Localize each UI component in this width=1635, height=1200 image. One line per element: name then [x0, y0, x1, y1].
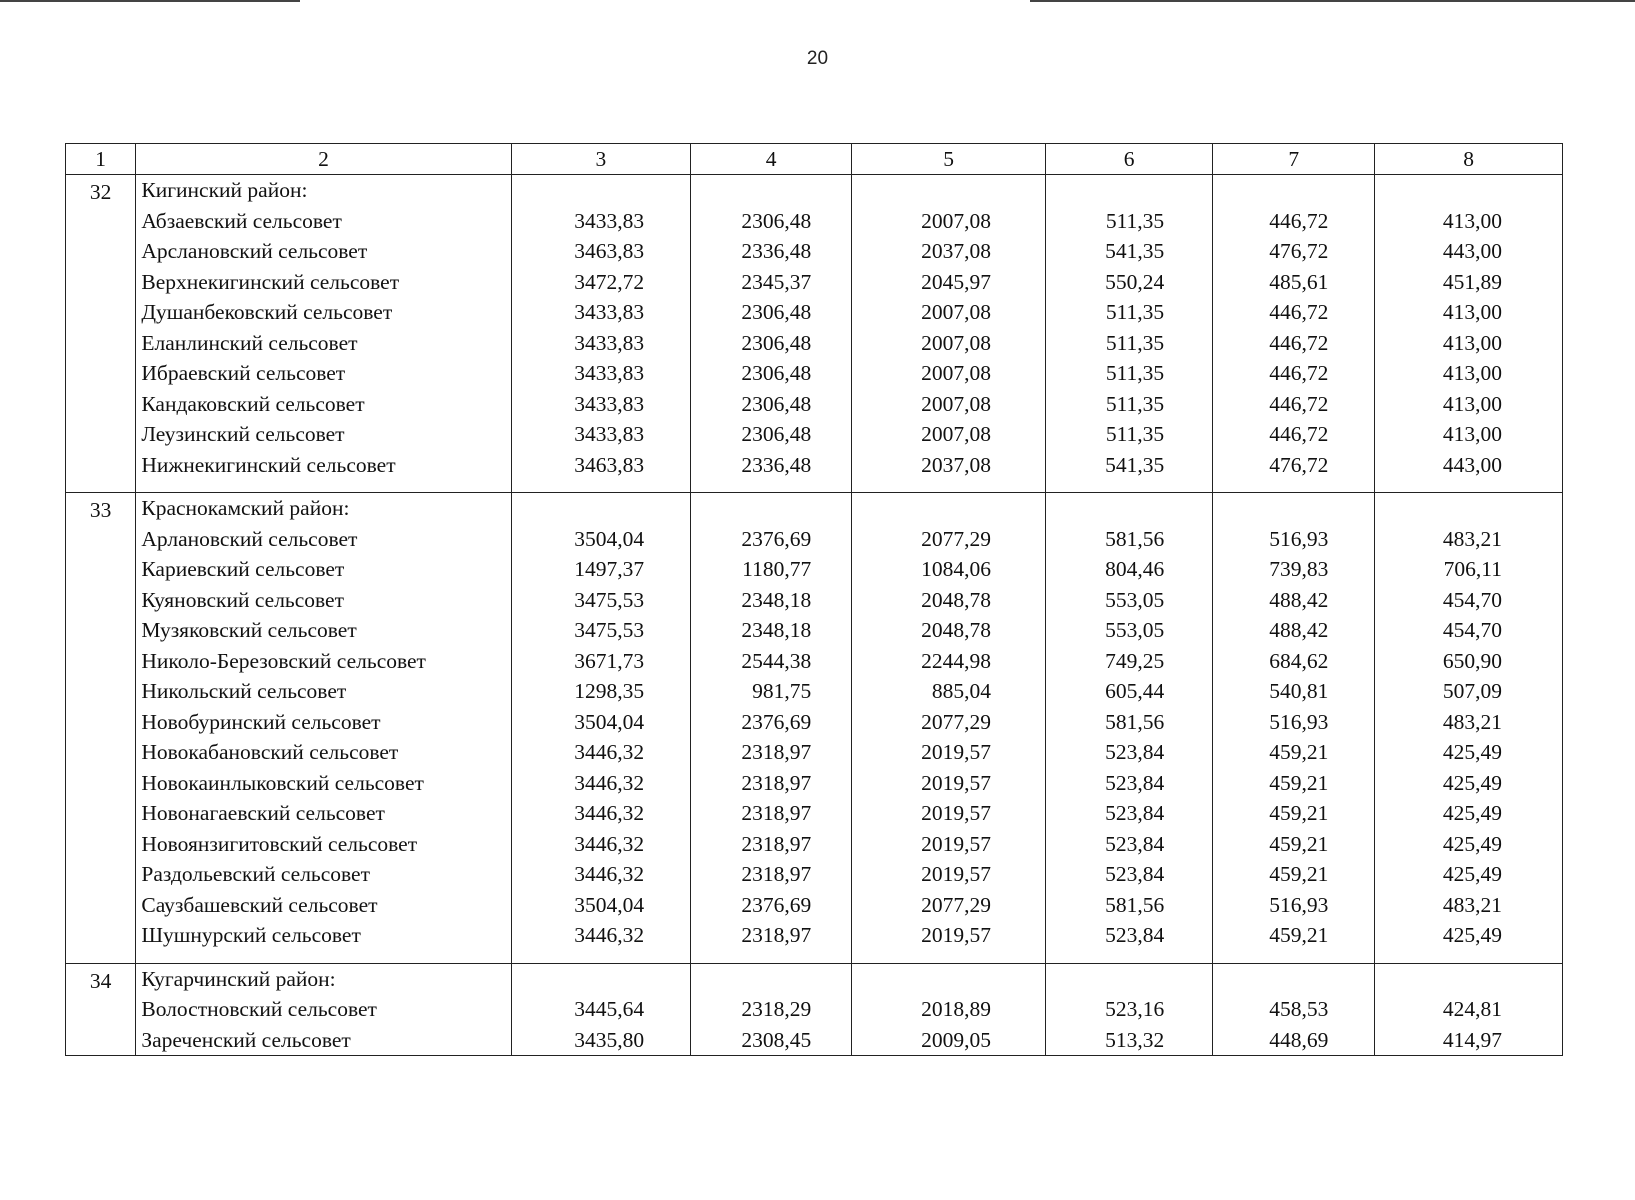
- blank-line: [1046, 964, 1164, 995]
- value-cell: 2336,48: [741, 452, 812, 477]
- value-cell: 2376,69: [741, 709, 812, 734]
- value-cell: 3446,32: [574, 831, 645, 856]
- value-cell: 459,21: [1269, 801, 1329, 825]
- value-cell: 2306,48: [741, 208, 812, 233]
- value-cell: 605,44: [1105, 679, 1165, 703]
- value-cell: 425,49: [1442, 801, 1502, 825]
- settlement-name: Арслановский сельсовет: [141, 239, 368, 263]
- value-cell: 2318,97: [741, 740, 812, 764]
- value-cell: 3475,53: [574, 618, 645, 642]
- district-number: 33: [66, 493, 136, 964]
- value-cell: 541,35: [1105, 239, 1165, 263]
- value-cell: 488,42: [1269, 618, 1329, 642]
- value-cell: 581,56: [1105, 892, 1165, 917]
- value-cell: 459,21: [1269, 831, 1329, 856]
- settlement-name: Ибраевский сельсовет: [141, 361, 346, 385]
- group-spacer: [141, 480, 510, 492]
- value-cell: 2306,48: [741, 391, 812, 416]
- value-cell: 424,81: [1442, 997, 1502, 1021]
- value-column-5: [852, 493, 1046, 964]
- value-cell: 2318,97: [741, 801, 812, 825]
- value-cell: 446,72: [1269, 208, 1329, 233]
- value-column-7: [1213, 175, 1375, 493]
- value-cell: 3475,53: [574, 587, 645, 612]
- value-column-4: [691, 175, 852, 493]
- value-cell: 523,84: [1105, 740, 1165, 764]
- value-cell: 540,81: [1269, 679, 1329, 703]
- page-number: 20: [806, 48, 829, 69]
- value-cell: 483,21: [1442, 709, 1502, 734]
- value-cell: 2306,48: [741, 300, 812, 324]
- settlement-name: Арлановский сельсовет: [141, 526, 358, 551]
- value-cell: 3433,83: [574, 300, 645, 324]
- value-cell: 2009,05: [921, 1027, 991, 1052]
- settlement-name: Леузинский сельсовет: [141, 422, 345, 446]
- blank-line: [1213, 493, 1328, 524]
- value-cell: 425,49: [1442, 831, 1502, 856]
- value-column-6: [1045, 493, 1212, 964]
- value-cell: 3504,04: [574, 892, 645, 917]
- settlement-name: Нижнекигинский сельсовет: [141, 452, 396, 477]
- value-cell: 2045,97: [921, 269, 991, 294]
- value-cell: 448,69: [1269, 1027, 1329, 1052]
- value-cell: 425,49: [1442, 923, 1502, 947]
- value-cell: 443,00: [1442, 452, 1502, 477]
- value-cell: 413,00: [1442, 330, 1502, 355]
- district-number: 34: [66, 963, 136, 1056]
- value-cell: 454,70: [1442, 618, 1502, 642]
- value-column-5: [852, 963, 1046, 1056]
- settlement-name: Волостновский сельсовет: [141, 997, 377, 1021]
- value-cell: 2019,57: [921, 770, 991, 795]
- value-cell: 2019,57: [921, 740, 991, 764]
- settlement-names-cell: [136, 175, 511, 493]
- settlement-name: Музяковский сельсовет: [141, 618, 357, 642]
- settlement-name: Новобуринский сельсовет: [141, 709, 381, 734]
- blank-line: [1046, 175, 1164, 206]
- value-cell: 2376,69: [741, 526, 812, 551]
- value-cell: 3433,83: [574, 361, 645, 385]
- district-title: Кигинский район:: [141, 178, 308, 202]
- value-cell: 2019,57: [921, 801, 991, 825]
- district-group-row: [66, 175, 1563, 493]
- value-cell: 2077,29: [921, 892, 991, 917]
- value-cell: 581,56: [1105, 526, 1165, 551]
- value-cell: 446,72: [1269, 330, 1329, 355]
- settlement-name: Раздольевский сельсовет: [141, 862, 370, 886]
- value-column-3: [511, 963, 690, 1056]
- settlement-names-cell: [136, 963, 511, 1056]
- blank-line: [512, 175, 644, 206]
- value-cell: 413,00: [1442, 391, 1502, 416]
- value-cell: 3472,72: [574, 269, 645, 294]
- value-cell: 581,56: [1105, 709, 1165, 734]
- settlement-name: Новоянзигитовский сельсовет: [141, 831, 418, 856]
- value-column-7: [1213, 493, 1375, 964]
- blank-line: [1213, 964, 1328, 995]
- value-cell: 3504,04: [574, 709, 645, 734]
- value-cell: 511,35: [1105, 330, 1165, 355]
- value-cell: 2019,57: [921, 923, 991, 947]
- header-cell: 2: [136, 144, 511, 175]
- top-rule-right: [1030, 0, 1635, 2]
- value-cell: 2308,45: [741, 1027, 812, 1052]
- value-cell: 2007,08: [921, 361, 991, 385]
- settlement-names-cell: [136, 493, 511, 964]
- value-column-3: [511, 175, 690, 493]
- value-cell: 425,49: [1442, 770, 1502, 795]
- settlement-name: Новонагаевский сельсовет: [141, 801, 385, 825]
- value-cell: 3433,83: [574, 391, 645, 416]
- value-cell: 2048,78: [921, 587, 991, 612]
- value-cell: 454,70: [1442, 587, 1502, 612]
- value-cell: 523,84: [1105, 831, 1165, 856]
- value-cell: 511,35: [1105, 422, 1165, 446]
- header-cell: 7: [1213, 144, 1375, 175]
- header-cell: 4: [691, 144, 852, 175]
- value-cell: 3446,32: [574, 770, 645, 795]
- value-cell: 1497,37: [574, 557, 645, 581]
- value-cell: 513,32: [1105, 1027, 1165, 1052]
- value-cell: 446,72: [1269, 391, 1329, 416]
- value-cell: 3446,32: [574, 801, 645, 825]
- value-cell: 3463,83: [574, 452, 645, 477]
- value-cell: 3504,04: [574, 526, 645, 551]
- value-column-8: [1375, 175, 1563, 493]
- blank-line: [852, 175, 991, 206]
- value-column-6: [1045, 175, 1212, 493]
- value-cell: 523,84: [1105, 923, 1165, 947]
- value-cell: 2348,18: [741, 587, 812, 612]
- value-cell: 2306,48: [741, 422, 812, 446]
- value-cell: 483,21: [1442, 526, 1502, 551]
- value-cell: 459,21: [1269, 923, 1329, 947]
- value-cell: 511,35: [1105, 208, 1165, 233]
- value-cell: 507,09: [1442, 679, 1502, 703]
- settlement-name: Саузбашевский сельсовет: [141, 892, 378, 917]
- value-cell: 804,46: [1105, 557, 1165, 581]
- value-cell: 2019,57: [921, 862, 991, 886]
- value-cell: 511,35: [1105, 391, 1165, 416]
- value-cell: 3671,73: [574, 648, 645, 673]
- value-cell: 459,21: [1269, 862, 1329, 886]
- value-cell: 413,00: [1442, 208, 1502, 233]
- value-cell: 488,42: [1269, 587, 1329, 612]
- value-cell: 511,35: [1105, 361, 1165, 385]
- settlement-name: Абзаевский сельсовет: [141, 208, 342, 233]
- value-cell: 459,21: [1269, 740, 1329, 764]
- settlement-name: Кандаковский сельсовет: [141, 391, 365, 416]
- blank-line: [852, 493, 991, 524]
- settlement-name: Верхнекигинский сельсовет: [141, 269, 400, 294]
- blank-line: [1375, 175, 1502, 206]
- district-group-row: [66, 963, 1563, 1056]
- value-cell: 981,75: [752, 679, 812, 703]
- blank-line: [512, 493, 644, 524]
- value-cell: 2348,18: [741, 618, 812, 642]
- value-cell: 684,62: [1269, 648, 1329, 673]
- value-cell: 523,84: [1105, 801, 1165, 825]
- value-cell: 483,21: [1442, 892, 1502, 917]
- blank-line: [1046, 493, 1164, 524]
- value-cell: 2007,08: [921, 208, 991, 233]
- value-cell: 459,21: [1269, 770, 1329, 795]
- value-cell: 413,00: [1442, 300, 1502, 324]
- top-rule-left: [0, 0, 300, 2]
- value-cell: 1180,77: [742, 557, 812, 581]
- value-column-4: [691, 493, 852, 964]
- value-cell: 2007,08: [921, 391, 991, 416]
- value-cell: 523,16: [1105, 997, 1165, 1021]
- value-cell: 2318,97: [741, 770, 812, 795]
- value-cell: 3433,83: [574, 422, 645, 446]
- district-group-row: [66, 493, 1563, 964]
- value-cell: 2318,97: [741, 923, 812, 947]
- settlement-name: Зареченский сельсовет: [141, 1027, 351, 1052]
- value-cell: 516,93: [1269, 892, 1329, 917]
- value-cell: 553,05: [1105, 587, 1165, 612]
- district-title: Краснокамский район:: [141, 496, 350, 520]
- value-cell: 2007,08: [921, 300, 991, 324]
- value-cell: 2345,37: [741, 269, 812, 294]
- value-cell: 2077,29: [921, 526, 991, 551]
- value-cell: 485,61: [1269, 269, 1329, 294]
- value-cell: 476,72: [1269, 239, 1329, 263]
- value-cell: 3435,80: [574, 1027, 645, 1052]
- blank-line: [691, 964, 811, 995]
- settlement-name: Душанбековский сельсовет: [141, 300, 393, 324]
- value-cell: 2018,89: [921, 997, 991, 1021]
- value-column-3: [511, 493, 690, 964]
- value-cell: 3446,32: [574, 862, 645, 886]
- value-cell: 541,35: [1105, 452, 1165, 477]
- value-cell: 2019,57: [921, 831, 991, 856]
- value-cell: 550,24: [1105, 269, 1165, 294]
- value-cell: 3433,83: [574, 330, 645, 355]
- blank-line: [512, 964, 644, 995]
- value-cell: 516,93: [1269, 709, 1329, 734]
- district-title: Кугарчинский район:: [141, 966, 336, 991]
- settlement-name: Новокаинлыковский сельсовет: [141, 770, 424, 795]
- value-cell: 2318,97: [741, 862, 812, 886]
- value-cell: 2544,38: [741, 648, 812, 673]
- value-cell: 3446,32: [574, 740, 645, 764]
- value-cell: 2306,48: [741, 330, 812, 355]
- header-cell: 8: [1375, 144, 1563, 175]
- value-cell: 650,90: [1442, 648, 1502, 673]
- value-cell: 446,72: [1269, 361, 1329, 385]
- settlement-name: Никольский сельсовет: [141, 679, 347, 703]
- value-cell: 749,25: [1105, 648, 1165, 673]
- value-cell: 2007,08: [921, 422, 991, 446]
- value-column-6: [1045, 963, 1212, 1056]
- value-cell: 523,84: [1105, 862, 1165, 886]
- value-cell: 511,35: [1105, 300, 1165, 324]
- value-cell: 2244,98: [921, 648, 991, 673]
- value-cell: 516,93: [1269, 526, 1329, 551]
- header-cell: 6: [1045, 144, 1212, 175]
- blank-line: [852, 964, 991, 995]
- value-cell: 2048,78: [921, 618, 991, 642]
- district-number: 32: [66, 175, 136, 493]
- blank-line: [1213, 175, 1328, 206]
- value-cell: 425,49: [1442, 862, 1502, 886]
- value-cell: 553,05: [1105, 618, 1165, 642]
- value-cell: 2306,48: [741, 361, 812, 385]
- value-column-7: [1213, 963, 1375, 1056]
- blank-line: [691, 175, 811, 206]
- value-cell: 3446,32: [574, 923, 645, 947]
- value-cell: 2007,08: [921, 330, 991, 355]
- settlement-name: Еланлинский сельсовет: [141, 330, 358, 355]
- value-cell: 413,00: [1442, 422, 1502, 446]
- value-cell: 3433,83: [574, 208, 645, 233]
- value-cell: 3445,64: [574, 997, 645, 1021]
- table-body: [66, 144, 1563, 1056]
- value-column-4: [691, 963, 852, 1056]
- blank-line: [1375, 964, 1502, 995]
- value-cell: 739,83: [1269, 557, 1329, 581]
- value-cell: 451,89: [1442, 269, 1502, 294]
- value-cell: 2037,08: [921, 239, 991, 263]
- value-cell: 523,84: [1105, 770, 1165, 795]
- value-cell: 1298,35: [574, 679, 645, 703]
- blank-line: [691, 493, 811, 524]
- settlement-name: Николо-Березовский сельсовет: [141, 648, 426, 673]
- value-cell: 425,49: [1442, 740, 1502, 764]
- value-cell: 443,00: [1442, 239, 1502, 263]
- value-cell: 476,72: [1269, 452, 1329, 477]
- value-column-5: [852, 175, 1046, 493]
- value-column-8: [1375, 963, 1563, 1056]
- value-cell: 885,04: [931, 679, 991, 703]
- settlement-name: Куяновский сельсовет: [141, 587, 344, 612]
- value-cell: 706,11: [1443, 557, 1502, 581]
- header-cell: 3: [511, 144, 690, 175]
- value-cell: 2336,48: [741, 239, 812, 263]
- value-cell: 458,53: [1269, 997, 1329, 1021]
- value-cell: 413,00: [1442, 361, 1502, 385]
- blank-line: [1375, 493, 1502, 524]
- settlement-name: Новокабановский сельсовет: [141, 740, 399, 764]
- value-cell: 414,97: [1442, 1027, 1502, 1052]
- value-cell: 2077,29: [921, 709, 991, 734]
- group-spacer: [141, 951, 510, 963]
- value-cell: 3463,83: [574, 239, 645, 263]
- header-row: [66, 144, 1563, 175]
- value-cell: 2037,08: [921, 452, 991, 477]
- value-column-8: [1375, 493, 1563, 964]
- header-cell: 5: [852, 144, 1046, 175]
- value-cell: 2318,29: [741, 997, 812, 1021]
- value-cell: 2318,97: [741, 831, 812, 856]
- header-cell: 1: [66, 144, 136, 175]
- value-cell: 446,72: [1269, 422, 1329, 446]
- settlement-name: Шушнурский сельсовет: [141, 923, 361, 947]
- value-cell: 2376,69: [741, 892, 812, 917]
- value-cell: 446,72: [1269, 300, 1329, 324]
- value-cell: 1084,06: [921, 557, 991, 581]
- settlement-name: Кариевский сельсовет: [141, 557, 345, 581]
- tariff-table: [65, 143, 1563, 1056]
